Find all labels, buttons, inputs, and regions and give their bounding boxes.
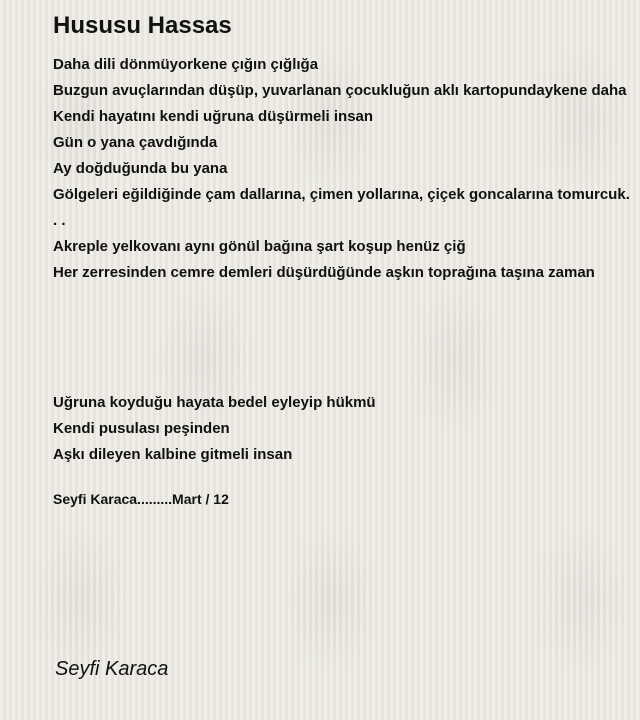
poem-line: Buzgun avuçlarından düşüp, yuvarlanan çocukluğun aklı kartopundaykene daha bbox=[53, 82, 627, 99]
poem-line: Kendi pusulası peşinden bbox=[53, 420, 230, 437]
poem-line: Kendi hayatını kendi uğruna düşürmeli insan bbox=[53, 108, 374, 125]
stanza-2 bbox=[53, 390, 638, 468]
poem-line: Akreple yelkovanı aynı gönül bağına şart koşup henüz çiğ bbox=[53, 238, 466, 255]
poet-name-link[interactable]: Seyfi Karaca bbox=[55, 658, 169, 680]
poem-line: Aşkı dileyen kalbine gitmeli insan bbox=[53, 446, 293, 463]
poem-line: Her zerresinden cemre demleri düşürdüğünde aşkın toprağına taşına zaman bbox=[53, 264, 595, 281]
stanza-gap bbox=[53, 286, 638, 390]
poem-body bbox=[53, 52, 638, 512]
poem-line: Uğruna koyduğu hayata bedel eyleyip hükmü bbox=[53, 394, 376, 411]
signature-gap bbox=[53, 468, 638, 486]
poem-line: Gün o yana çavdığında bbox=[53, 134, 218, 151]
poem-signature: Seyfi Karaca.........Mart / 12 bbox=[53, 491, 229, 507]
poem-line: Gölgeleri eğildiğinde çam dallarına, çimen yollarına, çiçek goncalarına tomurcuk. . . bbox=[53, 186, 630, 229]
poem-line: Ay doğduğunda bu yana bbox=[53, 160, 228, 177]
poem-line: Daha dili dönmüyorkene çığın çığlığa bbox=[53, 56, 319, 73]
stanza-1 bbox=[53, 52, 638, 286]
poem-title: Hususu Hassas bbox=[53, 12, 232, 39]
